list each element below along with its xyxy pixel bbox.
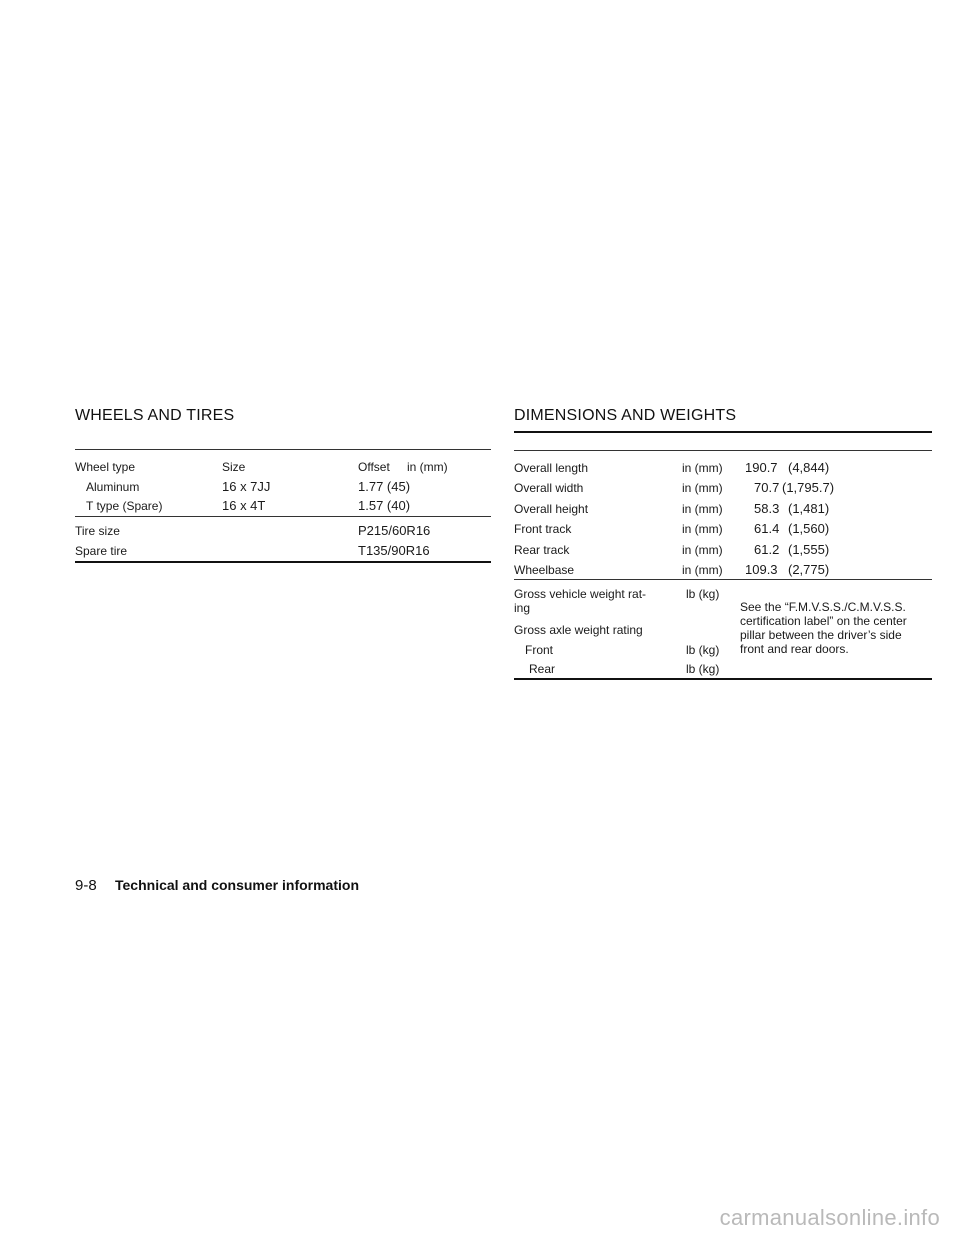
dimension-mm-value: (1,555): [788, 542, 830, 557]
gvwr-label: Gross vehicle weight rat- ing: [514, 587, 647, 615]
dimension-mm-value: (1,795.7): [782, 480, 835, 495]
gawr-front-label: Front: [525, 643, 554, 657]
table-bottom-rule: [75, 561, 491, 563]
wheel-offset-cell: 1.57 (40): [358, 498, 411, 513]
dimension-label: Rear track: [514, 543, 570, 557]
row-divider: [514, 579, 932, 580]
tire-size-label: Tire size: [75, 524, 120, 538]
dimension-label: Wheelbase: [514, 563, 575, 577]
dimension-inch-value: 61.2: [754, 542, 780, 557]
gawr-rear-unit: lb (kg): [686, 662, 720, 676]
wheel-type-cell: Aluminum: [86, 480, 140, 494]
wheel-offset-cell: 1.77 (45): [358, 479, 411, 494]
dimension-inch-value: 190.7: [745, 460, 778, 475]
page-number: 9-8: [75, 877, 97, 894]
chapter-title: Technical and consumer information: [115, 877, 360, 893]
dimension-inch-value: 58.3: [754, 501, 780, 516]
dimension-mm-value: (4,844): [788, 460, 830, 475]
row-divider: [75, 516, 491, 517]
dimension-label: Front track: [514, 522, 572, 536]
dimension-mm-value: (1,560): [788, 521, 830, 536]
section-rule: [514, 450, 932, 451]
col-header-wheel-type: Wheel type: [75, 460, 136, 474]
dimension-label: Overall width: [514, 481, 584, 495]
dimension-unit: in (mm): [682, 502, 723, 516]
dimension-inch-value: 61.4: [754, 521, 780, 536]
spare-tire-label: Spare tire: [75, 544, 128, 558]
dimension-label: Overall length: [514, 461, 589, 475]
col-header-size: Size: [222, 460, 246, 474]
dimension-label: Overall height: [514, 502, 589, 516]
watermark: carmanualsonline.info: [719, 1205, 940, 1230]
wheels-tires-heading: WHEELS AND TIRES: [75, 407, 235, 424]
col-header-offset: Offset: [358, 460, 390, 474]
dimension-mm-value: (1,481): [788, 501, 830, 516]
dimensions-weights-heading: DIMENSIONS AND WEIGHTS: [514, 407, 737, 424]
dimension-mm-value: (2,775): [788, 562, 830, 577]
dimension-inch-value: 70.7: [754, 480, 780, 495]
dimension-inch-value: 109.3: [745, 562, 778, 577]
dimension-unit: in (mm): [682, 522, 723, 536]
gawr-label: Gross axle weight rating: [514, 623, 643, 637]
wheel-size-cell: 16 x 7JJ: [222, 479, 271, 494]
gawr-front-unit: lb (kg): [686, 643, 720, 657]
dimension-unit: in (mm): [682, 481, 723, 495]
certification-label-note: See the “F.M.V.S.S./C.M.V.S.S. certification label” on the center pillar between the driver’s side front and rear doors.: [740, 600, 907, 656]
col-header-unit: in (mm): [407, 460, 448, 474]
section-rule: [75, 449, 491, 450]
tire-size-value: P215/60R16: [358, 523, 431, 538]
dimension-unit: in (mm): [682, 461, 723, 475]
wheel-type-cell: T type (Spare): [86, 499, 163, 513]
wheel-size-cell: 16 x 4T: [222, 498, 266, 513]
table-bottom-rule: [514, 678, 932, 680]
dimension-unit: in (mm): [682, 543, 723, 557]
dimension-unit: in (mm): [682, 563, 723, 577]
gvwr-unit: lb (kg): [686, 587, 720, 601]
gawr-rear-label: Rear: [529, 662, 556, 676]
spare-tire-value: T135/90R16: [358, 543, 430, 558]
heading-rule: [514, 431, 932, 433]
